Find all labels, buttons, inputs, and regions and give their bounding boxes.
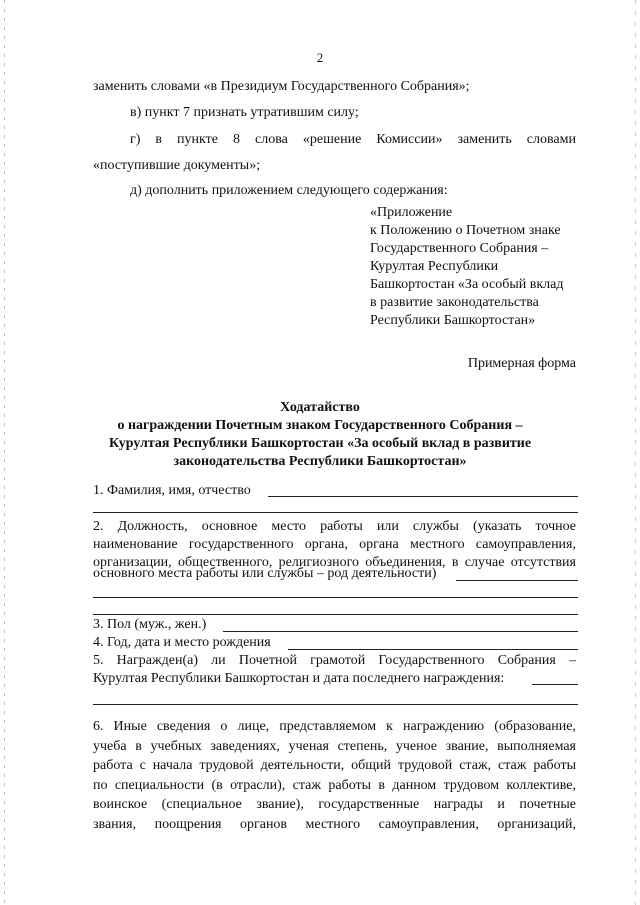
field-5-line-1: 5. Награжден(а) ли Почетной грамотой Государственного Собрания – (93, 653, 576, 668)
field-6-line-5: воинское (специальное звание), государственные награды и почетные (93, 797, 576, 812)
petition-title (60, 399, 580, 471)
field-6-line-2: учеба в учебных заведениях, ученая степень, ученое звание, выполняемая (93, 739, 576, 754)
title-line: Ходатайство (280, 400, 360, 415)
appendix-line: «Приложение (370, 205, 453, 220)
field-1-label: 1. Фамилия, имя, отчество (93, 483, 251, 498)
appendix-note (370, 204, 610, 330)
field-2-line-1: 2. Должность, основное место работы или службы (указать точное (93, 519, 576, 534)
appendix-line: Башкортостан «За особый вклад (370, 277, 564, 292)
scan-edge-right (635, 0, 636, 905)
appendix-line: Государственного Собрания – (370, 241, 549, 256)
body-line-4: «поступившие документы»; (93, 158, 261, 173)
field-6-line-6: звания, поощрения органов местного самоуправления, организаций, (93, 817, 576, 832)
appendix-line: Республики Башкортостан» (370, 313, 536, 328)
field-4-blank[interactable] (288, 649, 578, 650)
title-line: Курултая Республики Башкортостан «За особый вклад в развитие (108, 436, 532, 451)
field-2-line-4: основного места работы или службы – род деятельности) (93, 566, 437, 581)
appendix-line: к Положению о Почетном знаке (370, 223, 561, 238)
field-1-blank[interactable] (268, 496, 578, 497)
field-2-blank-2[interactable] (93, 597, 578, 598)
appendix-line: в развитие законодательства (370, 295, 539, 310)
body-line-3: г) в пункте 8 слова «решение Комиссии» заменить словами (130, 132, 576, 147)
field-6-line-4: по специальности (в отрасли), стаж работы в данном трудовом коллективе, (93, 778, 576, 793)
field-6-line-1: 6. Иные сведения о лице, представляемом к награждению (образование, (93, 719, 576, 734)
field-3-blank[interactable] (223, 631, 578, 632)
title-line: законодательства Республики Башкортостан» (173, 454, 467, 469)
field-5-blank-2[interactable] (93, 704, 578, 705)
field-1-blank-extra[interactable] (93, 512, 578, 513)
scan-edge-left (4, 0, 5, 905)
body-line-1: заменить словами «в Президиум Государственного Собрания»; (93, 79, 470, 94)
field-6-line-3: работа с начала трудовой деятельности, общий трудовой стаж, стаж работы (93, 758, 576, 773)
appendix-line: Курултая Республики (370, 259, 499, 274)
field-2-line-3: организации, общественного, религиозного объединения, в случае отсутствия (93, 555, 576, 570)
field-5-blank-1[interactable] (532, 684, 578, 685)
field-5-line-2: Курултая Республики Башкортостан и дата последнего награждения: (93, 671, 505, 686)
body-line-2: в) пункт 7 признать утратившим силу; (130, 105, 359, 120)
field-2-blank-1[interactable] (456, 580, 578, 581)
field-3-label: 3. Пол (муж., жен.) (93, 617, 207, 632)
field-4-label: 4. Год, дата и место рождения (93, 635, 271, 650)
field-2-line-2: наименование государственного органа, органа местного самоуправления, (93, 537, 576, 552)
page-number: 2 (316, 50, 324, 65)
body-line-5: д) дополнить приложением следующего содержания: (130, 183, 448, 198)
title-line: о награждении Почетным знаком Государственного Собрания – (117, 418, 523, 433)
field-2-blank-3[interactable] (93, 614, 578, 615)
form-label: Примерная форма (467, 356, 576, 371)
